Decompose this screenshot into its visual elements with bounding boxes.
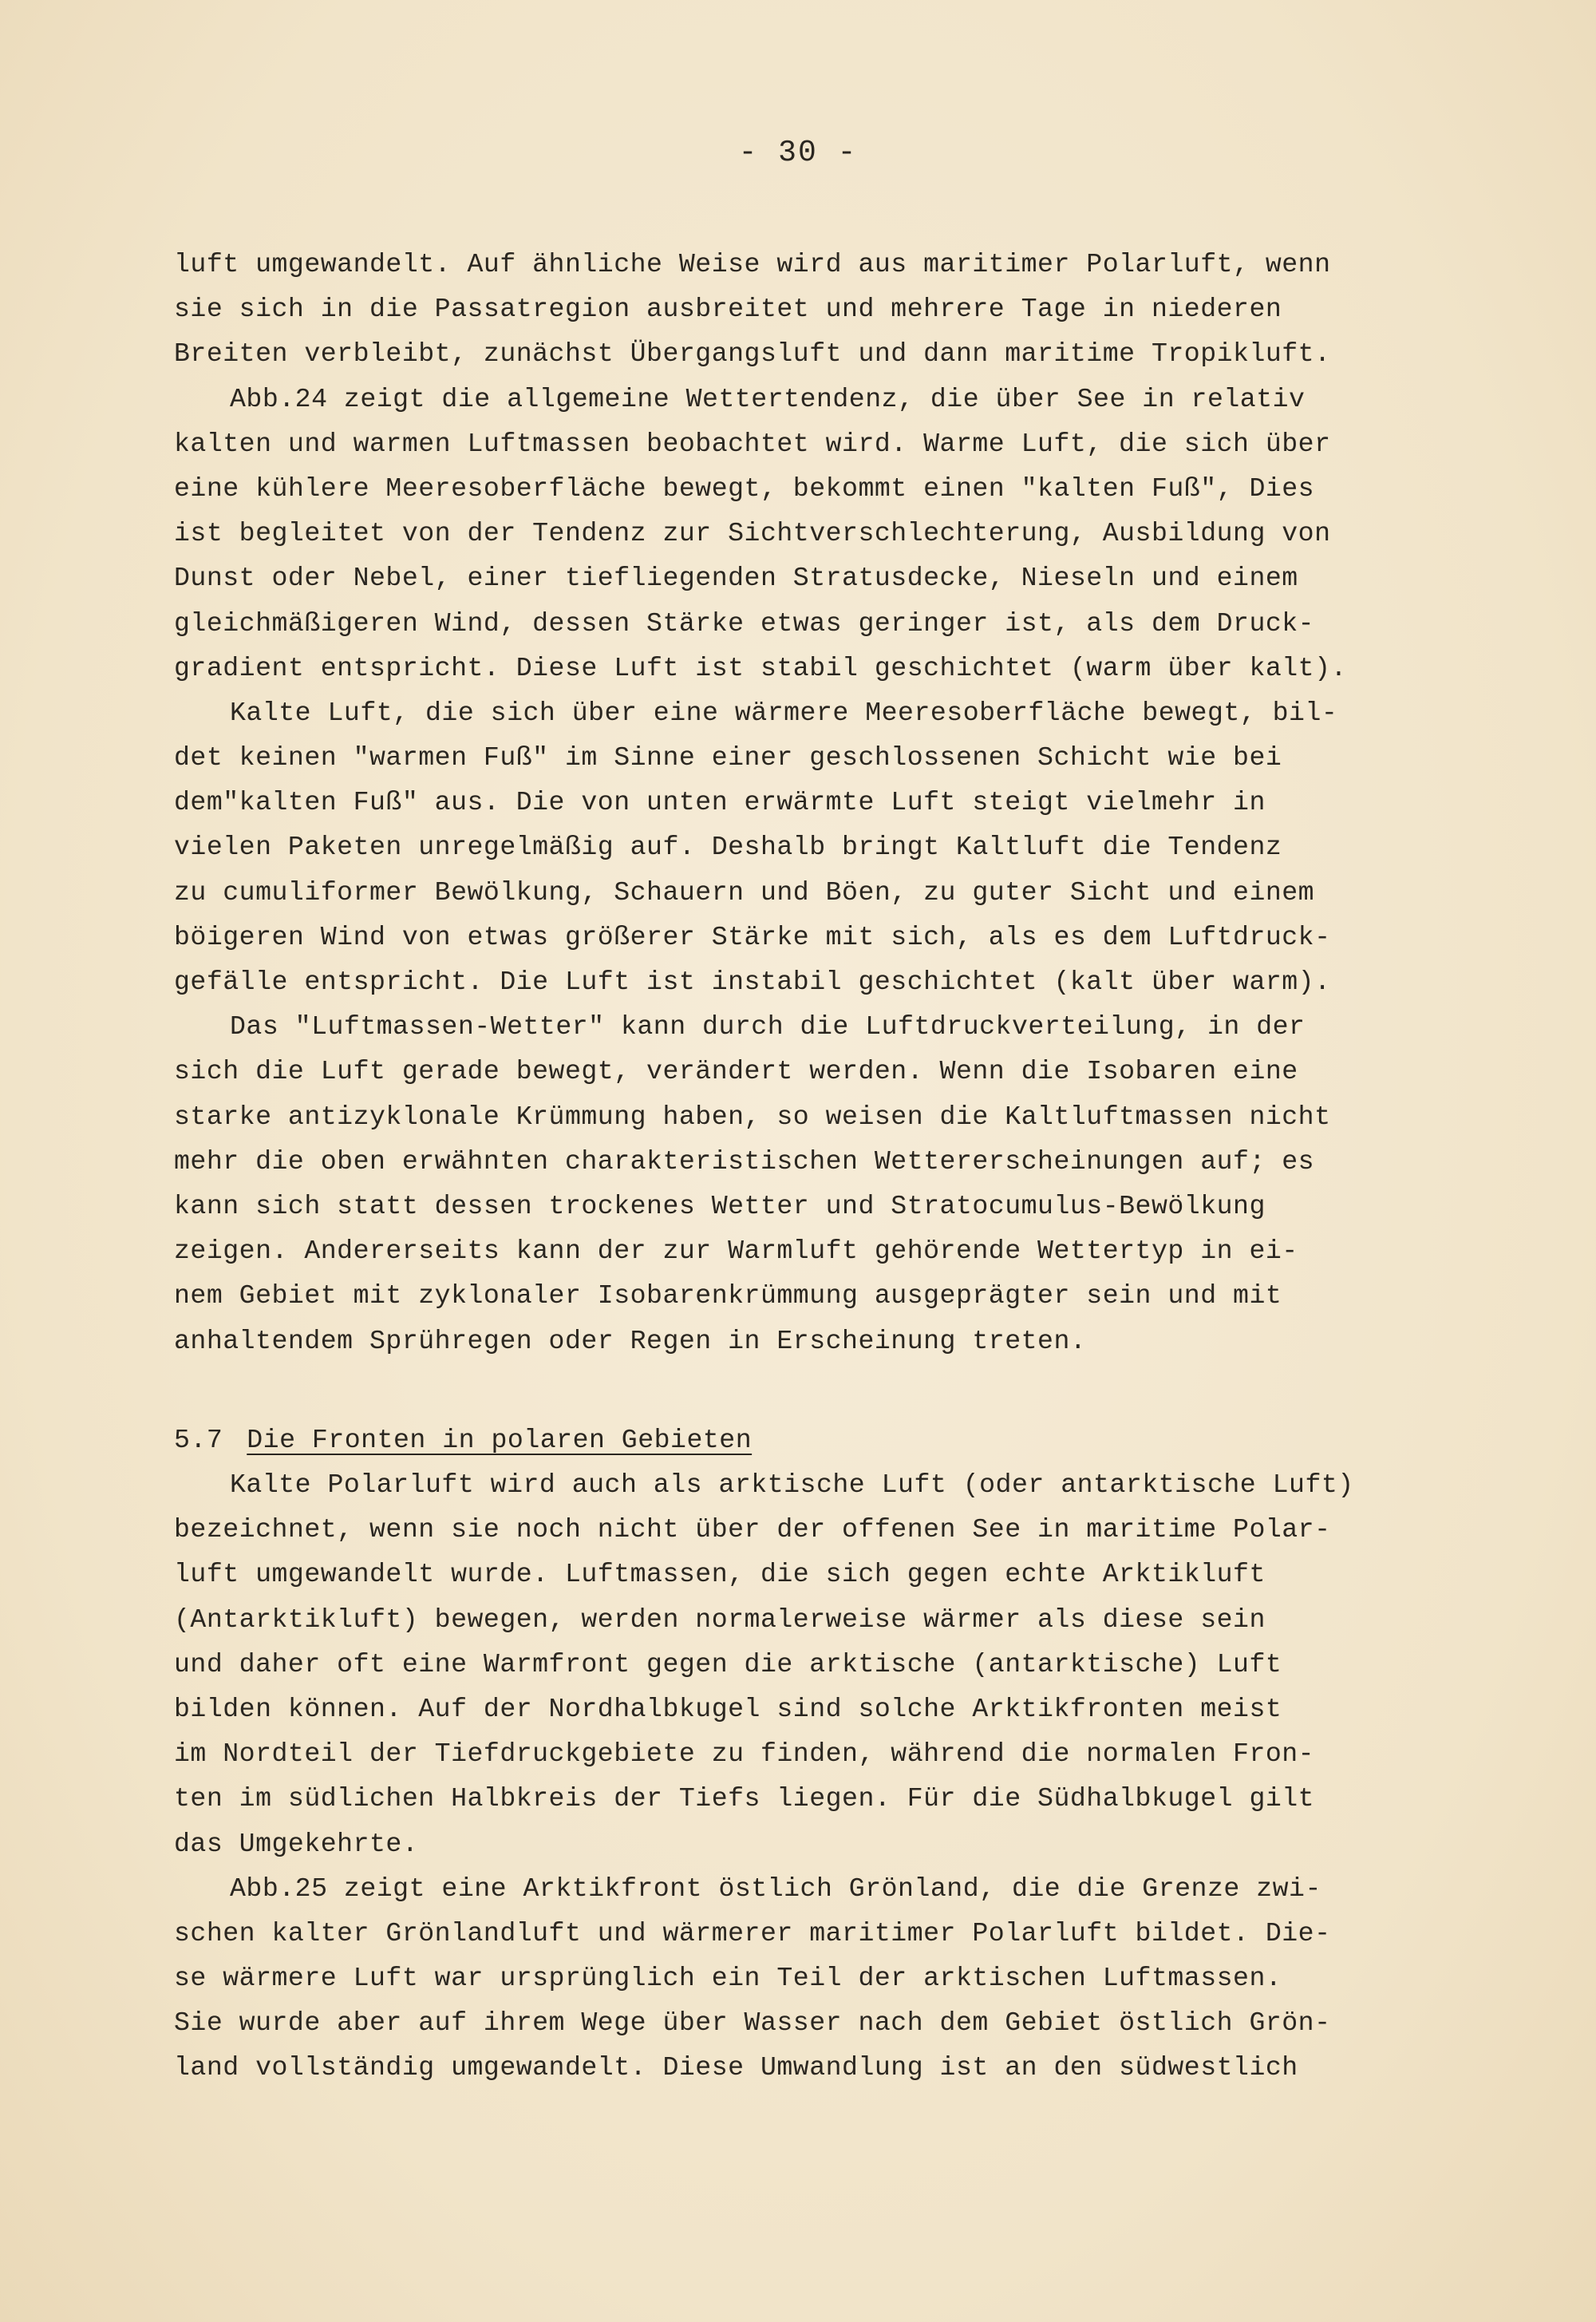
text-line: land vollständig umgewandelt. Diese Umwandlung ist an den südwestlich (174, 2052, 1298, 2083)
text-line: (Antarktikluft) bewegen, werden normalerweise wärmer als diese sein (174, 1604, 1266, 1635)
text-line: zu cumuliformer Bewölkung, Schauern und Böen, zu guter Sicht und einem (174, 876, 1315, 908)
text-line: böigeren Wind von etwas größerer Stärke mit sich, als es dem Luftdruck- (174, 921, 1331, 952)
text-line: zeigen. Andererseits kann der zur Warmluft gehörende Wettertyp in ei- (174, 1236, 1298, 1267)
text-line: schen kalter Grönlandluft und wärmerer maritimer Polarluft bildet. Die- (174, 1917, 1331, 1948)
text-line: bezeichnet, wenn sie noch nicht über der offenen See in maritime Polar- (174, 1514, 1331, 1545)
text-line: kann sich statt dessen trockenes Wetter und Stratocumulus-Bewölkung (174, 1190, 1266, 1221)
text-line: luft umgewandelt. Auf ähnliche Weise wird aus maritimer Polarluft, wenn (174, 249, 1331, 279)
text-line: luft umgewandelt wurde. Luftmassen, die sich gegen echte Arktikluft (174, 1559, 1266, 1590)
text-line: das Umgekehrte. (174, 1828, 419, 1859)
paragraph (174, 242, 1491, 377)
section-body (174, 1462, 1491, 2091)
section-body (174, 242, 1491, 1363)
text-line: Das "Luftmassen-Wetter" kann durch die Luftdruckverteilung, in der (230, 1011, 1306, 1042)
section-title: Die Fronten in polaren Gebieten (247, 1425, 753, 1455)
text-line: starke antizyklonale Krümmung haben, so weisen die Kaltluftmassen nicht (174, 1101, 1331, 1132)
text-line: sie sich in die Passatregion ausbreitet und mehrere Tage in niederen (174, 294, 1282, 325)
text-line: gradient entspricht. Diese Luft ist stabil geschichtet (warm über kalt). (174, 652, 1347, 683)
text-line: kalten und warmen Luftmassen beobachtet wird. Warme Luft, die sich über (174, 428, 1331, 459)
text-line: anhaltendem Sprühregen oder Regen in Erscheinung treten. (174, 1325, 1087, 1356)
paragraph (174, 1866, 1491, 2091)
section-number: 5.7 (174, 1425, 223, 1455)
paragraph (174, 690, 1491, 1004)
page-number: - 30 - (738, 136, 858, 170)
text-line: und daher oft eine Warmfront gegen die arktische (antarktische) Luft (174, 1648, 1282, 1679)
text-line: det keinen "warmen Fuß" im Sinne einer geschlossenen Schicht wie bei (174, 742, 1282, 773)
text-line: se wärmere Luft war ursprünglich ein Teil der arktischen Luftmassen. (174, 1963, 1282, 1994)
text-line: gefälle entspricht. Die Luft ist instabil geschichtet (kalt über warm). (174, 967, 1331, 997)
text-line: nem Gebiet mit zyklonaler Isobarenkrümmung ausgeprägter sein und mit (174, 1280, 1282, 1311)
text-line: mehr die oben erwähnten charakteristischen Wettererscheinungen auf; es (174, 1145, 1315, 1177)
text-line: ten im südlichen Halbkreis der Tiefs liegen. Für die Südhalbkugel gilt (174, 1783, 1315, 1814)
paragraph (174, 377, 1491, 690)
text-line: im Nordteil der Tiefdruckgebiete zu finden, während die normalen Fron- (174, 1739, 1315, 1770)
text-line: dem"kalten Fuß" aus. Die von unten erwärmte Luft steigt vielmehr in (174, 787, 1266, 818)
text-line: Sie wurde aber auf ihrem Wege über Wasser nach dem Gebiet östlich Grön- (174, 2008, 1331, 2039)
section-heading (174, 1418, 752, 1462)
text-line: bilden können. Auf der Nordhalbkugel sind solche Arktikfronten meist (174, 1693, 1282, 1724)
text-line: Dunst oder Nebel, einer tiefliegenden Stratusdecke, Nieseln und einem (174, 563, 1298, 594)
text-line: ist begleitet von der Tendenz zur Sichtverschlechterung, Ausbildung von (174, 518, 1331, 549)
text-line: eine kühlere Meeresoberfläche bewegt, bekommt einen "kalten Fuß", Dies (174, 473, 1315, 504)
text-line: gleichmäßigeren Wind, dessen Stärke etwas geringer ist, als dem Druck- (174, 607, 1315, 639)
text-line: Kalte Polarluft wird auch als arktische Luft (oder antarktische Luft) (230, 1470, 1354, 1500)
text-line: Abb.25 zeigt eine Arktikfront östlich Grönland, die die Grenze zwi- (230, 1873, 1321, 1904)
text-line: sich die Luft gerade bewegt, verändert werden. Wenn die Isobaren eine (174, 1056, 1298, 1087)
text-line: Kalte Luft, die sich über eine wärmere Meeresoberfläche bewegt, bil- (230, 697, 1338, 728)
paragraph (174, 1462, 1491, 1866)
text-line: vielen Paketen unregelmäßig auf. Deshalb bringt Kaltluft die Tendenz (174, 832, 1282, 863)
text-line: Abb.24 zeigt die allgemeine Wettertendenz, die über See in relativ (230, 383, 1306, 414)
text-line: Breiten verbleibt, zunächst Übergangsluft und dann maritime Tropikluft. (174, 338, 1331, 370)
paragraph (174, 1004, 1491, 1363)
